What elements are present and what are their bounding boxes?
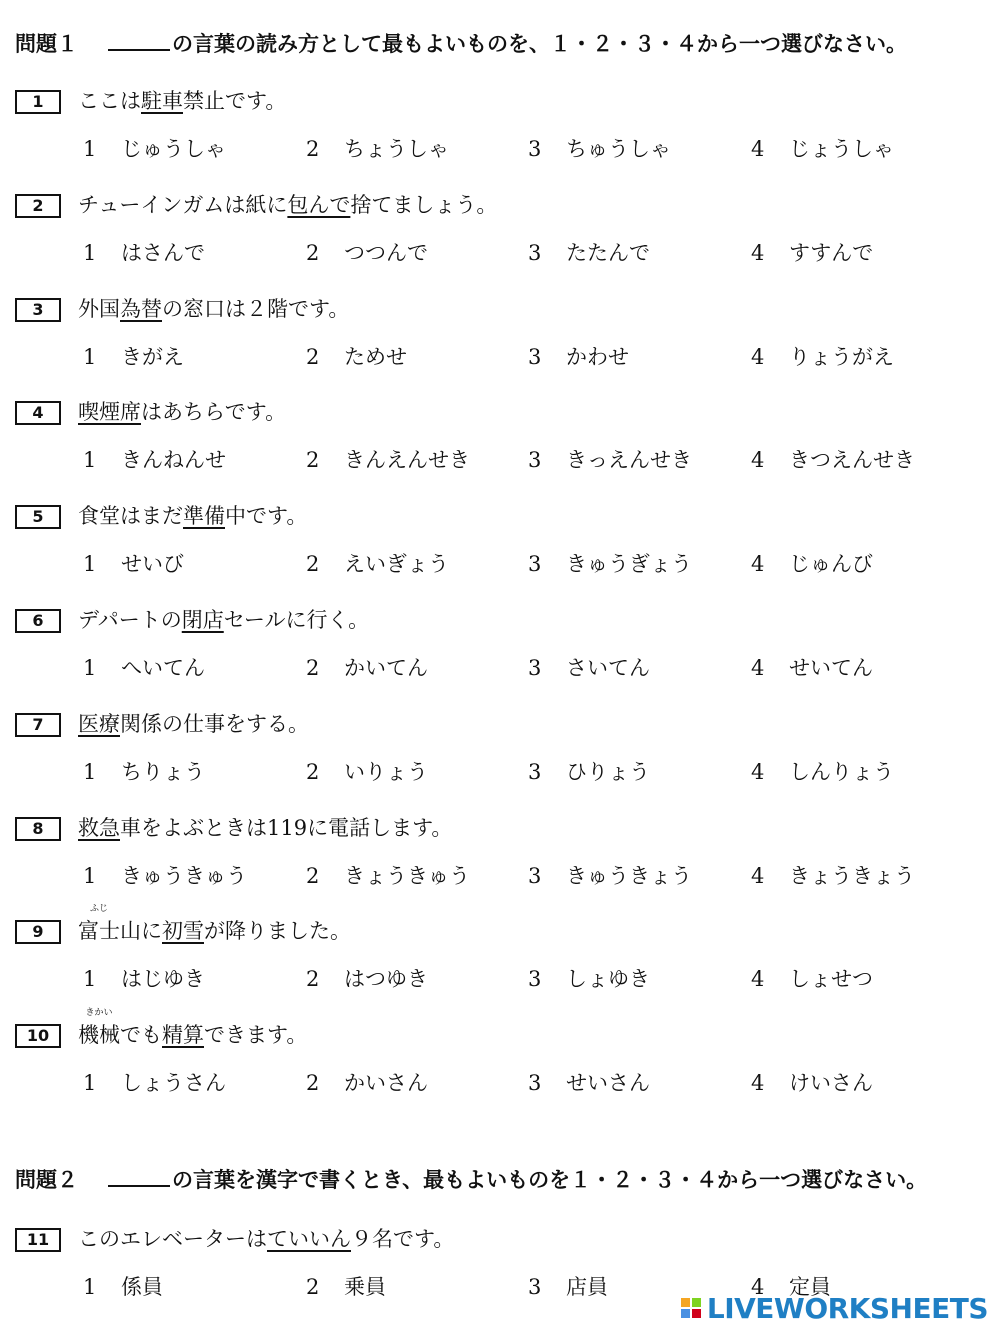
option-text: はじゆき	[121, 967, 205, 992]
option-number: 3	[528, 552, 542, 577]
option-text: せいてん	[789, 656, 873, 680]
liveworksheets-logo	[681, 1292, 988, 1325]
question-text-segment: でも	[120, 1023, 162, 1048]
answer-option-1[interactable]	[83, 1069, 226, 1097]
option-number: 4	[751, 863, 765, 888]
question-number-box: 1	[15, 90, 61, 114]
option-text: きゅうきょう	[566, 863, 692, 888]
option-text: りょうがえ	[789, 344, 894, 369]
option-number: 4	[751, 967, 765, 992]
question-text	[78, 295, 349, 323]
question-text-segment: 中です。	[225, 504, 308, 529]
answer-options	[15, 1069, 985, 1099]
answer-option-1[interactable]	[83, 343, 184, 371]
answer-option-2[interactable]	[306, 758, 428, 786]
question-line	[15, 606, 985, 638]
question-line	[15, 1225, 985, 1257]
section2-instruction: の言葉を漢字で書くとき、最もよいものを１・２・３・４から一つ選びなさい。	[172, 1168, 928, 1192]
option-number: 3	[528, 1275, 542, 1299]
answer-option-4[interactable]	[751, 343, 894, 371]
option-text: 店員	[566, 1275, 608, 1299]
option-text: きょうきょう	[789, 863, 915, 888]
option-text: はつゆき	[344, 967, 428, 992]
question-line	[15, 814, 985, 846]
section1-heading	[15, 28, 907, 58]
question-number-box: 11	[15, 1228, 61, 1252]
option-number: 1	[83, 240, 97, 265]
answer-option-1[interactable]	[83, 135, 226, 163]
question-text-segment: デパートの	[78, 608, 182, 632]
question-number-box: 6	[15, 609, 61, 633]
answer-option-1[interactable]	[83, 758, 205, 786]
option-number: 4	[751, 552, 765, 577]
question-number-box: 2	[15, 194, 61, 218]
answer-options	[15, 654, 985, 684]
option-number: 2	[306, 967, 320, 992]
answer-option-4[interactable]	[751, 965, 873, 993]
answer-option-3[interactable]	[528, 446, 692, 474]
option-text: きょうきゅう	[344, 863, 470, 888]
option-text: ちゅうしゃ	[566, 137, 671, 161]
option-text: きんえんせき	[344, 448, 470, 473]
option-text: けいさん	[789, 1071, 873, 1096]
underlined-target-word: 喫煙席	[78, 400, 141, 425]
answer-option-4[interactable]	[751, 135, 894, 163]
answer-options	[15, 446, 985, 476]
option-number: 3	[528, 656, 542, 680]
underlined-target-word: 包んで	[287, 192, 351, 217]
answer-option-3[interactable]	[528, 239, 650, 267]
option-number: 2	[306, 344, 320, 369]
answer-option-2[interactable]	[306, 862, 470, 890]
option-text: 定員	[789, 1275, 831, 1299]
option-text: じゅうしゃ	[121, 137, 226, 161]
answer-option-3[interactable]	[528, 343, 629, 371]
question-text-segment: の窓口は２階です。	[162, 296, 350, 321]
blank-line	[108, 35, 170, 51]
answer-option-1[interactable]	[83, 862, 247, 890]
question-text-segment: 車をよぶときは119に電話します。	[120, 815, 453, 840]
answer-option-2[interactable]	[306, 965, 428, 993]
question-text-segment: できます。	[204, 1023, 308, 1048]
option-number: 1	[83, 759, 97, 784]
question-9	[15, 904, 985, 995]
option-text: かいてん	[344, 656, 428, 680]
question-5	[15, 502, 985, 580]
answer-option-3[interactable]	[528, 1273, 608, 1301]
option-text: つつんで	[344, 240, 428, 265]
question-text-segment: 関係の仕事をする。	[120, 711, 309, 736]
option-number: 1	[83, 967, 97, 992]
furigana: きかい	[85, 1008, 113, 1019]
option-number: 2	[306, 759, 320, 784]
option-text: しょうさん	[121, 1071, 226, 1096]
option-number: 2	[306, 552, 320, 577]
option-text: きんねんせ	[121, 448, 226, 473]
question-number-box: 10	[15, 1024, 61, 1048]
option-number: 2	[306, 1275, 320, 1299]
question-text-segment: ここは	[78, 89, 141, 113]
question-text	[78, 904, 351, 945]
answer-option-2[interactable]	[306, 1273, 386, 1301]
answer-option-3[interactable]	[528, 550, 692, 578]
option-number: 3	[528, 137, 542, 161]
answer-option-1[interactable]	[83, 1273, 163, 1301]
furigana: ふじ	[89, 904, 108, 915]
option-number: 2	[306, 240, 320, 265]
answer-option-4[interactable]	[751, 550, 873, 578]
underlined-target-word: 準備	[183, 504, 225, 529]
underlined-target-word: 救急	[78, 815, 120, 840]
answer-option-3[interactable]	[528, 135, 671, 163]
question-line	[15, 295, 985, 327]
option-number: 1	[83, 656, 97, 680]
answer-option-2[interactable]	[306, 239, 428, 267]
underlined-target-word: 閉店	[181, 608, 224, 632]
option-number: 4	[751, 759, 765, 784]
answer-options	[15, 758, 985, 788]
ruby-word	[78, 1008, 120, 1049]
underlined-target-word: 初雪	[162, 919, 204, 944]
answer-options	[15, 862, 985, 892]
option-number: 1	[83, 137, 97, 161]
option-number: 3	[528, 759, 542, 784]
option-text: しんりょう	[789, 759, 894, 784]
answer-option-4[interactable]	[751, 239, 873, 267]
question-text-segment: 禁止です。	[183, 89, 287, 113]
question-text-segment: が降りました。	[204, 919, 351, 944]
question-text	[78, 606, 369, 634]
option-text: きっえんせき	[566, 448, 692, 473]
option-text: せいび	[121, 552, 184, 577]
question-4	[15, 398, 985, 476]
answer-option-2[interactable]	[306, 1069, 428, 1097]
option-text: しょゆき	[566, 967, 650, 992]
question-text-segment: ９名です。	[351, 1227, 455, 1251]
option-text: きゅうぎょう	[566, 552, 692, 577]
question-text	[78, 1008, 308, 1049]
option-number: 2	[306, 863, 320, 888]
answer-option-2[interactable]	[306, 343, 407, 371]
option-text: えいぎょう	[344, 552, 449, 577]
option-number: 1	[83, 1275, 97, 1299]
answer-option-4[interactable]	[751, 862, 915, 890]
question-text	[78, 1225, 454, 1253]
option-text: ためせ	[344, 344, 407, 369]
option-number: 4	[751, 656, 765, 680]
question-text-segment: 山に	[120, 919, 162, 944]
answer-option-3[interactable]	[528, 862, 692, 890]
option-text: ちりょう	[121, 759, 205, 784]
section2-label: 問題２	[15, 1168, 78, 1192]
underlined-target-word: 精算	[162, 1023, 204, 1048]
answer-option-1[interactable]	[83, 965, 205, 993]
option-number: 3	[528, 448, 542, 473]
option-number: 1	[83, 863, 97, 888]
option-number: 3	[528, 344, 542, 369]
question-number-box: 5	[15, 505, 61, 529]
question-text	[78, 87, 286, 115]
answer-option-3[interactable]	[528, 1069, 650, 1097]
question-number-box: 7	[15, 713, 61, 737]
underlined-target-word: 医療	[78, 711, 120, 736]
answer-options	[15, 965, 985, 995]
option-number: 4	[751, 240, 765, 265]
ruby-word	[78, 904, 120, 945]
option-number: 3	[528, 967, 542, 992]
option-text: じょうしゃ	[789, 137, 894, 161]
option-text: すすんで	[789, 240, 874, 265]
option-text: ひりょう	[566, 759, 650, 784]
option-number: 2	[306, 137, 320, 161]
question-number-box: 9	[15, 920, 61, 944]
answer-option-4[interactable]	[751, 1069, 873, 1097]
question-line	[15, 1008, 985, 1053]
answer-option-4[interactable]	[751, 654, 873, 682]
logo-mark-icon	[681, 1298, 703, 1320]
question-text-segment: このエレベーターは	[78, 1227, 267, 1251]
option-number: 1	[83, 344, 97, 369]
option-text: へいてん	[121, 656, 205, 680]
question-text	[78, 398, 286, 426]
option-number: 1	[83, 552, 97, 577]
option-number: 2	[306, 656, 320, 680]
question-text	[78, 191, 497, 219]
question-number-box: 4	[15, 401, 61, 425]
question-text-segment: 捨てましょう。	[350, 192, 498, 217]
answer-option-1[interactable]	[83, 239, 205, 267]
question-text	[78, 710, 309, 738]
answer-option-2[interactable]	[306, 654, 428, 682]
option-text: せいさん	[566, 1071, 650, 1096]
question-10	[15, 1008, 985, 1099]
answer-options	[15, 239, 985, 269]
question-8	[15, 814, 985, 892]
answer-option-1[interactable]	[83, 654, 205, 682]
answer-option-4[interactable]	[751, 446, 915, 474]
answer-options	[15, 550, 985, 580]
answer-option-4[interactable]	[751, 758, 894, 786]
underlined-target-word: 駐車	[141, 89, 183, 113]
option-text: きがえ	[121, 344, 184, 369]
option-text: いりょう	[344, 759, 428, 784]
answer-option-2[interactable]	[306, 550, 449, 578]
option-number: 4	[751, 448, 765, 473]
answer-option-1[interactable]	[83, 446, 226, 474]
section2-heading	[15, 1164, 927, 1194]
option-text: さいてん	[566, 656, 650, 680]
option-text: はさんで	[121, 240, 205, 265]
question-text-segment: 外国	[78, 296, 120, 321]
option-number: 4	[751, 1275, 765, 1299]
question-text-segment: 食堂はまだ	[78, 504, 183, 529]
question-3	[15, 295, 985, 373]
question-2	[15, 191, 985, 269]
option-number: 3	[528, 1071, 542, 1096]
question-text	[78, 502, 307, 530]
ruby-base: 機械	[78, 1023, 120, 1048]
option-number: 1	[83, 1071, 97, 1096]
question-line	[15, 398, 985, 430]
logo-text: LIVEWORKSHEETS	[706, 1292, 988, 1325]
option-text: ちょうしゃ	[344, 137, 449, 161]
question-text-segment: チューインガムは紙に	[78, 192, 288, 217]
question-text-segment: セールに行く。	[223, 608, 370, 632]
answer-option-2[interactable]	[306, 446, 470, 474]
option-text: たたんで	[566, 240, 650, 265]
option-text: きゅうきゅう	[121, 863, 247, 888]
option-number: 1	[83, 448, 97, 473]
question-7	[15, 710, 985, 788]
answer-options	[15, 343, 985, 373]
question-1	[15, 87, 985, 165]
question-line	[15, 191, 985, 223]
answer-option-1[interactable]	[83, 550, 184, 578]
option-number: 3	[528, 240, 542, 265]
underlined-target-word: 為替	[120, 296, 162, 321]
answer-option-3[interactable]	[528, 965, 650, 993]
section1-instruction: の言葉の読み方として最もよいものを、１・２・３・４から一つ選びなさい。	[172, 32, 907, 56]
option-number: 2	[306, 448, 320, 473]
answer-options	[15, 135, 985, 165]
blank-line	[108, 1171, 170, 1187]
answer-option-2[interactable]	[306, 135, 449, 163]
question-6	[15, 606, 985, 684]
option-text: きつえんせき	[789, 448, 915, 473]
question-number-box: 8	[15, 817, 61, 841]
option-text: じゅんび	[789, 552, 873, 577]
option-text: 乗員	[344, 1275, 386, 1299]
question-text-segment: はあちらです。	[141, 400, 287, 425]
question-line	[15, 710, 985, 742]
section1-label: 問題１	[15, 32, 78, 56]
question-line	[15, 904, 985, 949]
option-number: 3	[528, 863, 542, 888]
answer-option-3[interactable]	[528, 654, 650, 682]
option-text: かわせ	[566, 344, 629, 369]
underlined-target-word: ていいん	[267, 1227, 351, 1251]
option-text: しょせつ	[789, 967, 873, 992]
question-line	[15, 502, 985, 534]
question-text	[78, 814, 452, 842]
question-number-box: 3	[15, 298, 61, 322]
option-number: 2	[306, 1071, 320, 1096]
ruby-base: 富士	[78, 919, 120, 944]
option-text: かいさん	[344, 1071, 428, 1096]
option-number: 4	[751, 344, 765, 369]
answer-option-3[interactable]	[528, 758, 650, 786]
option-number: 4	[751, 1071, 765, 1096]
option-number: 4	[751, 137, 765, 161]
question-line	[15, 87, 985, 119]
option-text: 係員	[121, 1275, 163, 1299]
